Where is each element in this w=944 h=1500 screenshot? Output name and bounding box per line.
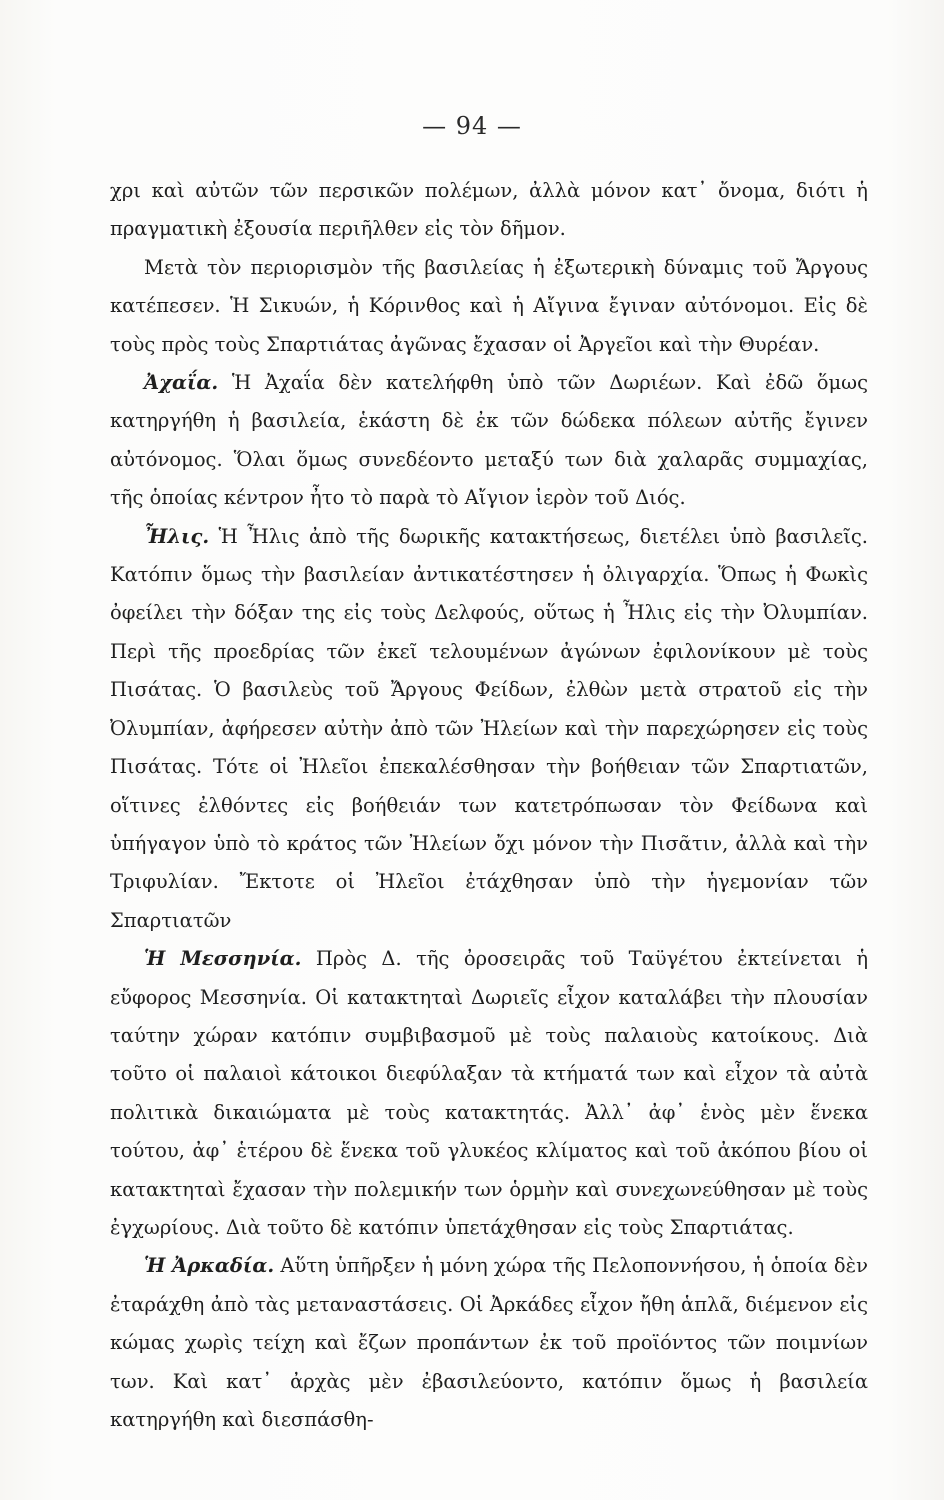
body-text	[110, 172, 868, 1439]
paragraph-continuation	[110, 172, 868, 249]
section-heading-elis: Ἦλις.	[144, 524, 210, 548]
paragraph-text: Ἡ Ἀχαΐα δὲν κατελήφθη ὑπὸ τῶν Δωριέων. Καὶ ἐδῶ ὅμως κατηργήθη ἡ βασιλεία, ἑκάστη δὲ ἐκ τῶν δώδεκα πόλεων αὐτῆς ἔγινεν αὐτόνομος. Ὅλαι ὅμως συνεδέοντο μεταξύ των διὰ χαλαρᾶς συμμαχίας, τῆς ὁποίας κέντρον ἦτο τὸ παρὰ τὸ Αἴγιον ἱερὸν τοῦ Διός.	[110, 371, 869, 510]
paragraph-text: Αὕτη ὑπῆρξεν ἡ μόνη χώρα τῆς Πελοποννήσου, ἡ ὁποία δὲν ἐταράχθη ἀπὸ τὰς μεταναστάσεις. Οἱ Ἀρκάδες εἶχον ἤθη ἁπλᾶ, διέμενον εἰς κώμας χωρὶς τείχη καὶ ἔζων προπάντων ἐκ τοῦ προϊόντος τῶν ποιμνίων των. Καὶ κατ᾽ ἀρχὰς μὲν ἐβασιλεύοντο, κατόπιν ὅμως ἡ βασιλεία κατηργήθη καὶ διεσπάσθη-	[110, 1254, 868, 1431]
paragraph-text: Ἡ Ἦλις ἀπὸ τῆς δωρικῆς κατακτήσεως, διετέλει ὑπὸ βασιλεῖς. Κατόπιν ὅμως τὴν βασιλείαν ἀντικατέστησεν ἡ ὀλιγαρχία. Ὅπως ἡ Φωκὶς ὀφείλει τὴν δόξαν της εἰς τοὺς Δελφούς, οὕτως ἡ Ἦλις εἰς τὴν Ὀλυμπίαν. Περὶ τῆς προεδρίας τῶν ἐκεῖ τελουμένων ἀγώνων ἐφιλονίκουν μὲ τοὺς Πισάτας. Ὁ βασιλεὺς τοῦ Ἄργους Φείδων, ἐλθὼν μετὰ στρατοῦ εἰς τὴν Ὀλυμπίαν, ἀφήρεσεν αὐτὴν ἀπὸ τῶν Ἠλείων καὶ τὴν παρεχώρησεν εἰς τοὺς Πισάτας. Τότε οἱ Ἠλεῖοι ἐπεκαλέσθησαν τὴν βοήθειαν τῶν Σπαρτιατῶν, οἵτινες ἐλθόντες εἰς βοήθειάν των κατετρόπωσαν τὸν Φείδωνα καὶ ὑπήγαγον ὑπὸ τὸ κράτος τῶν Ἠλείων ὄχι μόνον τὴν Πισᾶτιν, ἀλλὰ καὶ τὴν Τριφυλίαν. Ἔκτοτε οἱ Ἠλεῖοι ἐτάχθησαν ὑπὸ τὴν ἡγεμονίαν τῶν Σπαρτιατῶν	[110, 524, 868, 932]
page-number: — 94 —	[422, 112, 522, 140]
paragraph-arcadia	[110, 1247, 868, 1439]
section-heading-messenia: Ἡ Μεσσηνία.	[144, 947, 302, 971]
section-heading-achaia: Ἀχαΐα.	[144, 371, 219, 395]
paragraph-messenia	[110, 940, 868, 1247]
paragraph-text: Μετὰ τὸν περιορισμὸν τῆς βασιλείας ἡ ἐξωτερικὴ δύναμις τοῦ Ἄργους κατέπεσεν. Ἡ Σικυών, ἡ Κόρινθος καὶ ἡ Αἴγινα ἔγιναν αὐτόνομοι. Εἰς δὲ τοὺς πρὸς τοὺς Σπαρτιάτας ἀγῶνας ἔχασαν οἱ Ἀργεῖοι καὶ τὴν Θυρέαν.	[110, 255, 868, 356]
section-heading-arcadia: Ἡ Ἀρκαδία.	[144, 1254, 275, 1278]
paragraph-elis	[110, 518, 868, 940]
paragraph-text: Πρὸς Δ. τῆς ὀροσειρᾶς τοῦ Ταϋγέτου ἐκτείνεται ἡ εὔφορος Μεσσηνία. Οἱ κατακτηταὶ Δωριεῖς εἶχον καταλάβει τὴν πλουσίαν ταύτην χώραν κατόπιν συμβιβασμοῦ μὲ τοὺς παλαιοὺς κατοίκους. Διὰ τοῦτο οἱ παλαιοὶ κάτοικοι διεφύλαξαν τὰ κτήματά των καὶ εἶχον τὰ αὐτὰ πολιτικὰ δικαιώματα μὲ τοὺς κατακτητάς. Ἀλλ᾽ ἀφ᾽ ἑνὸς μὲν ἕνεκα τούτου, ἀφ᾽ ἑτέρου δὲ ἕνεκα τοῦ γλυκέος κλίματος καὶ τοῦ ἀκόπου βίου οἱ κατακτηταὶ ἔχασαν τὴν πολεμικήν των ὁρμὴν καὶ συνεχωνεύθησαν μὲ τοὺς ἐγχωρίους. Διὰ τοῦτο δὲ κατόπιν ὑπετάχθησαν εἰς τοὺς Σπαρτιάτας.	[110, 947, 868, 1239]
paragraph-argos	[110, 249, 868, 364]
paragraph-achaia	[110, 364, 868, 518]
paragraph-text: χρι καὶ αὐτῶν τῶν περσικῶν πολέμων, ἀλλὰ μόνον κατ᾽ ὄνομα, διότι ἡ πραγματικὴ ἐξουσία περιῆλθεν εἰς τὸν δῆμον.	[110, 179, 868, 241]
